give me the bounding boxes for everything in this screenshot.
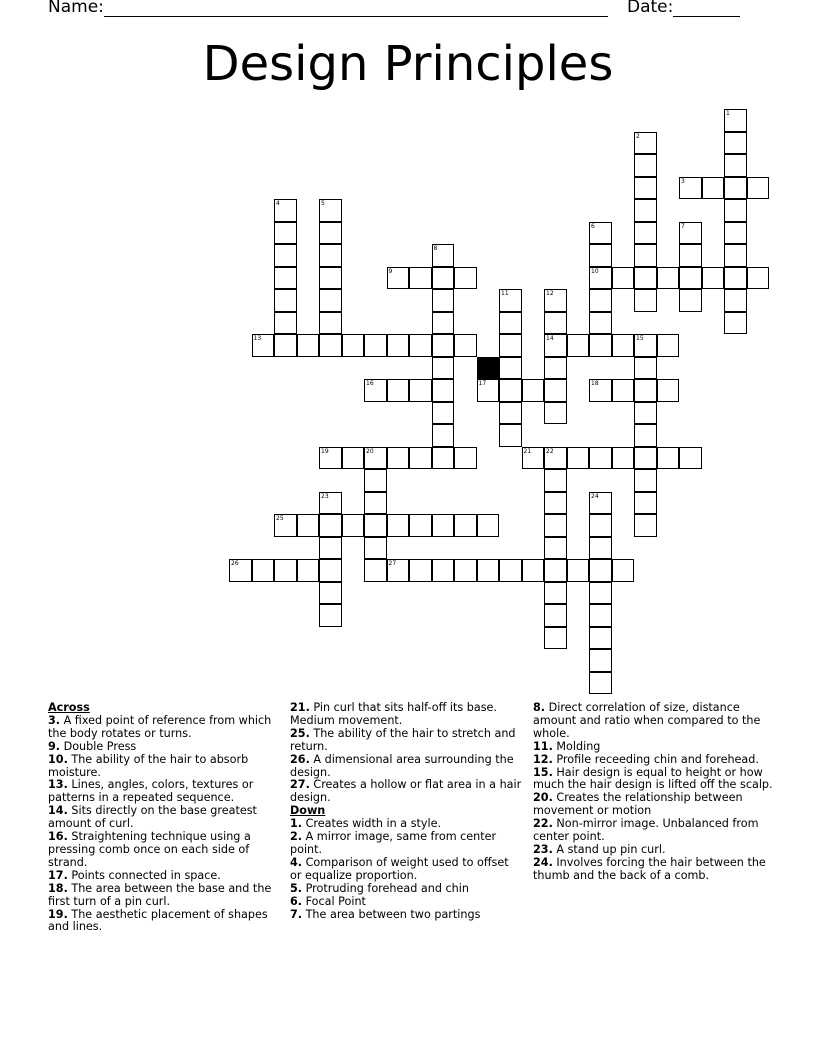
crossword-cell[interactable] xyxy=(679,244,702,267)
clue-number: 24 xyxy=(591,492,599,500)
clue-item-number: 6. xyxy=(290,894,303,908)
clue-number: 17 xyxy=(478,380,487,387)
crossword-cell[interactable] xyxy=(319,514,342,537)
clue-item-text: Direct correlation of size, distance amount and ratio when compared to the whole. xyxy=(533,701,761,740)
crossword-cell[interactable] xyxy=(297,334,320,357)
crossword-cell[interactable] xyxy=(319,447,342,470)
clue-item-text: Straightening technique using a pressing comb once on each side of strand. xyxy=(48,830,251,869)
crossword-cell[interactable] xyxy=(724,132,747,155)
clue-item-text: Points connected in space. xyxy=(67,868,221,882)
crossword-cell[interactable] xyxy=(499,424,522,447)
clue-number: 6 xyxy=(591,222,595,230)
crossword-cell[interactable] xyxy=(522,559,545,582)
clue-number: 10 xyxy=(591,267,599,275)
clue-number: 7 xyxy=(681,222,685,230)
clue-item-number: 23. xyxy=(533,842,553,856)
clue-item-text: Non-mirror image. Unbalanced from center point. xyxy=(533,817,759,844)
crossword-black-cell xyxy=(477,357,500,380)
crossword-cell[interactable] xyxy=(589,537,612,560)
crossword-cell[interactable] xyxy=(274,514,297,537)
clue-item-text: Lines, angles, colors, textures or patterns in a repeated sequence. xyxy=(48,778,254,805)
clue-number: 25 xyxy=(276,515,284,522)
crossword-cell[interactable] xyxy=(544,379,567,402)
clue-column-3 xyxy=(533,702,773,883)
clue-number: 15 xyxy=(636,335,644,342)
clue-item-number: 24. xyxy=(533,855,553,869)
crossword-cell[interactable] xyxy=(432,559,455,582)
crossword-cell[interactable] xyxy=(319,559,342,582)
clue-number: 4 xyxy=(276,200,280,207)
crossword-cell[interactable] xyxy=(342,447,365,470)
crossword-cell[interactable] xyxy=(589,559,612,582)
crossword-cell[interactable] xyxy=(297,559,320,582)
clue-item-number: 3. xyxy=(48,713,61,727)
crossword-cell[interactable] xyxy=(747,177,770,200)
crossword-cell[interactable] xyxy=(387,267,410,290)
crossword-cell[interactable] xyxy=(657,379,680,402)
clue-item-number: 4. xyxy=(290,855,303,869)
clue-number: 1 xyxy=(726,110,730,117)
crossword-cell[interactable] xyxy=(364,514,387,537)
crossword-cell[interactable] xyxy=(544,334,567,357)
clue-item xyxy=(290,909,522,922)
crossword-cell[interactable] xyxy=(454,267,477,290)
clue-number: 11 xyxy=(501,290,509,297)
crossword-cell[interactable] xyxy=(589,267,612,290)
clue-item-text: Creates a hollow or flat area in a hair design. xyxy=(290,778,522,805)
crossword-cell[interactable] xyxy=(409,267,432,290)
crossword-cell[interactable] xyxy=(612,559,635,582)
clue-item-text: Molding xyxy=(552,739,601,753)
crossword-cell[interactable] xyxy=(432,289,455,312)
crossword-cell[interactable] xyxy=(454,447,477,470)
crossword-cell[interactable] xyxy=(724,177,747,200)
crossword-cell[interactable] xyxy=(409,514,432,537)
clue-item-text: The aesthetic placement of shapes and lines. xyxy=(48,907,268,934)
crossword-cell[interactable] xyxy=(454,514,477,537)
clue-item-number: 8. xyxy=(533,701,546,714)
crossword-cell[interactable] xyxy=(589,492,612,515)
clue-item-number: 1. xyxy=(290,817,303,831)
page-title: Design Principles xyxy=(202,36,614,92)
clue-item xyxy=(48,909,278,935)
clue-item xyxy=(48,883,278,909)
crossword-cell[interactable] xyxy=(567,559,590,582)
crossword-cell[interactable] xyxy=(274,289,297,312)
clue-item-number: 19. xyxy=(48,907,68,921)
crossword-cell[interactable] xyxy=(634,132,657,155)
crossword-cell[interactable] xyxy=(544,357,567,380)
crossword-cell[interactable] xyxy=(432,357,455,380)
clue-item-number: 9. xyxy=(48,739,61,753)
crossword-cell[interactable] xyxy=(319,267,342,290)
crossword-cell[interactable] xyxy=(634,469,657,492)
crossword-cell[interactable] xyxy=(409,334,432,357)
crossword-cell[interactable] xyxy=(589,289,612,312)
crossword-cell[interactable] xyxy=(499,402,522,425)
crossword-cell[interactable] xyxy=(319,222,342,245)
crossword-cell[interactable] xyxy=(364,492,387,515)
crossword-cell[interactable] xyxy=(432,244,455,267)
crossword-cell[interactable] xyxy=(589,672,612,695)
crossword-cell[interactable] xyxy=(589,222,612,245)
down-heading: Down xyxy=(290,804,326,818)
clue-item-text: Sits directly on the base greatest amount of curl. xyxy=(48,804,257,831)
crossword-cell[interactable] xyxy=(364,559,387,582)
clue-item-number: 7. xyxy=(290,907,303,921)
crossword-cell[interactable] xyxy=(724,244,747,267)
clue-item-text: Profile receeding chin and forehead. xyxy=(552,752,759,766)
crossword-cell[interactable] xyxy=(589,649,612,672)
crossword-cell[interactable] xyxy=(657,334,680,357)
clue-number: 18 xyxy=(591,380,599,387)
clue-item xyxy=(290,754,522,780)
clue-item-number: 14. xyxy=(48,804,68,818)
clue-item-number: 21. xyxy=(290,701,310,714)
crossword-cell[interactable] xyxy=(477,514,500,537)
clue-item-text: Protruding forehead and chin xyxy=(302,881,469,895)
clue-item-number: 20. xyxy=(533,791,553,805)
clue-item-number: 17. xyxy=(48,868,68,882)
crossword-cell[interactable] xyxy=(679,447,702,470)
crossword-cell[interactable] xyxy=(634,177,657,200)
crossword-cell[interactable] xyxy=(319,604,342,627)
crossword-cell[interactable] xyxy=(432,334,455,357)
crossword-cell[interactable] xyxy=(319,312,342,335)
clue-item-text: A dimensional area surrounding the design. xyxy=(290,752,514,779)
crossword-cell[interactable] xyxy=(634,334,657,357)
crossword-cell[interactable] xyxy=(589,379,612,402)
crossword-cell[interactable] xyxy=(432,379,455,402)
crossword-cell[interactable] xyxy=(274,222,297,245)
crossword-cell[interactable] xyxy=(522,447,545,470)
crossword-cell[interactable] xyxy=(342,514,365,537)
clue-item-text: A stand up pin curl. xyxy=(552,842,666,856)
clue-item xyxy=(48,715,278,741)
crossword-cell[interactable] xyxy=(364,447,387,470)
crossword-cell[interactable] xyxy=(319,199,342,222)
crossword-cell[interactable] xyxy=(409,379,432,402)
crossword-cell[interactable] xyxy=(724,154,747,177)
crossword-cell[interactable] xyxy=(364,469,387,492)
crossword-cell[interactable] xyxy=(544,492,567,515)
crossword-cell[interactable] xyxy=(589,334,612,357)
clue-item-number: 25. xyxy=(290,726,310,740)
clue-item-text: Focal Point xyxy=(302,894,366,908)
crossword-cell[interactable] xyxy=(387,559,410,582)
crossword-cell[interactable] xyxy=(364,379,387,402)
crossword-cell[interactable] xyxy=(477,379,500,402)
clue-number: 16 xyxy=(366,380,374,387)
crossword-cell[interactable] xyxy=(252,559,275,582)
clue-item xyxy=(290,728,522,754)
crossword-cell[interactable] xyxy=(702,267,725,290)
clue-number: 23 xyxy=(321,492,329,500)
clue-item xyxy=(48,805,278,831)
crossword-cell[interactable] xyxy=(679,177,702,200)
crossword-cell[interactable] xyxy=(319,492,342,515)
crossword-cell[interactable] xyxy=(634,424,657,447)
crossword-cell[interactable] xyxy=(454,334,477,357)
crossword-cell[interactable] xyxy=(567,447,590,470)
crossword-cell[interactable] xyxy=(274,199,297,222)
clue-item xyxy=(533,792,773,818)
crossword-cell[interactable] xyxy=(522,379,545,402)
clue-item xyxy=(290,702,522,728)
crossword-cell[interactable] xyxy=(387,514,410,537)
crossword-cell[interactable] xyxy=(544,312,567,335)
clue-item-text: Creates the relationship between movement or motion xyxy=(533,791,743,818)
crossword-cell[interactable] xyxy=(409,559,432,582)
crossword-cell[interactable] xyxy=(274,312,297,335)
crossword-cell[interactable] xyxy=(319,289,342,312)
clue-number: 22 xyxy=(546,447,554,455)
crossword-cell[interactable] xyxy=(342,334,365,357)
crossword-cell[interactable] xyxy=(612,267,635,290)
crossword-cell[interactable] xyxy=(544,469,567,492)
clue-item-text: Hair design is equal to height or how much the hair design is lifted off the scalp. xyxy=(533,765,773,792)
crossword-cell[interactable] xyxy=(319,582,342,605)
crossword-cell[interactable] xyxy=(432,402,455,425)
clue-item-number: 18. xyxy=(48,881,68,895)
crossword-cell[interactable] xyxy=(544,402,567,425)
clue-item-text: Creates width in a style. xyxy=(302,817,442,831)
clue-item xyxy=(290,857,522,883)
clue-item xyxy=(533,767,773,793)
crossword-cell[interactable] xyxy=(252,334,275,357)
clue-item-text: Double Press xyxy=(60,739,137,753)
crossword-cell[interactable] xyxy=(702,177,725,200)
crossword-cell[interactable] xyxy=(544,447,567,470)
clue-number: 21 xyxy=(523,447,532,455)
clue-number: 3 xyxy=(681,177,685,185)
crossword-cell[interactable] xyxy=(612,379,635,402)
clue-item xyxy=(48,779,278,805)
clue-item-number: 2. xyxy=(290,830,303,844)
crossword-cell[interactable] xyxy=(274,334,297,357)
name-label: Name: xyxy=(48,0,104,17)
crossword-cell[interactable] xyxy=(544,514,567,537)
crossword-cell[interactable] xyxy=(634,402,657,425)
crossword-cell[interactable] xyxy=(634,154,657,177)
crossword-cell[interactable] xyxy=(432,312,455,335)
crossword-cell[interactable] xyxy=(364,537,387,560)
crossword-cell[interactable] xyxy=(432,514,455,537)
crossword-cell[interactable] xyxy=(634,289,657,312)
crossword-cell[interactable] xyxy=(499,312,522,335)
crossword-cell[interactable] xyxy=(724,289,747,312)
crossword-cell[interactable] xyxy=(589,582,612,605)
crossword-cell[interactable] xyxy=(634,514,657,537)
crossword-cell[interactable] xyxy=(589,514,612,537)
crossword-cell[interactable] xyxy=(724,199,747,222)
clue-item xyxy=(533,818,773,844)
clue-item-number: 10. xyxy=(48,752,68,766)
clue-item-text: A mirror image, same from center point. xyxy=(290,830,497,856)
clue-item xyxy=(48,754,278,780)
crossword-cell[interactable] xyxy=(477,559,500,582)
crossword-cell[interactable] xyxy=(544,582,567,605)
clue-number: 27 xyxy=(388,560,397,567)
clue-number: 12 xyxy=(546,290,554,297)
clue-column-1 xyxy=(48,702,278,934)
crossword-cell[interactable] xyxy=(544,559,567,582)
crossword-cell[interactable] xyxy=(387,379,410,402)
clue-item-number: 12. xyxy=(533,752,553,766)
clue-item-number: 13. xyxy=(48,778,68,792)
crossword-cell[interactable] xyxy=(724,267,747,290)
crossword-cell[interactable] xyxy=(432,447,455,470)
clue-item-text: Pin curl that sits half-off its base. Medium movement. xyxy=(290,701,497,727)
clue-number: 13 xyxy=(253,335,262,342)
crossword-cell[interactable] xyxy=(634,447,657,470)
crossword-cell[interactable] xyxy=(229,559,252,582)
clue-number: 19 xyxy=(321,447,329,455)
crossword-cell[interactable] xyxy=(409,447,432,470)
crossword-cell[interactable] xyxy=(387,447,410,470)
crossword-cell[interactable] xyxy=(544,289,567,312)
crossword-cell[interactable] xyxy=(589,447,612,470)
crossword-cell[interactable] xyxy=(634,492,657,515)
clue-item-text: The ability of the hair to absorb moisture. xyxy=(48,752,249,779)
clue-number: 8 xyxy=(433,245,438,252)
crossword-cell[interactable] xyxy=(274,244,297,267)
clue-item xyxy=(533,702,773,741)
crossword-cell[interactable] xyxy=(544,604,567,627)
crossword-cell[interactable] xyxy=(679,289,702,312)
crossword-cell[interactable] xyxy=(499,357,522,380)
crossword-cell[interactable] xyxy=(589,627,612,650)
crossword-cell[interactable] xyxy=(724,312,747,335)
crossword-cell[interactable] xyxy=(634,222,657,245)
crossword-cell[interactable] xyxy=(589,244,612,267)
clue-number: 14 xyxy=(546,335,554,342)
crossword-cell[interactable] xyxy=(499,334,522,357)
crossword-cell[interactable] xyxy=(387,334,410,357)
crossword-cell[interactable] xyxy=(499,289,522,312)
crossword-cell[interactable] xyxy=(319,537,342,560)
crossword-cell[interactable] xyxy=(454,559,477,582)
crossword-cell[interactable] xyxy=(432,424,455,447)
clue-item-text: Involves forcing the hair between the thumb and the back of a comb. xyxy=(533,855,766,882)
clue-item-text: A fixed point of reference from which the body rotates or turns. xyxy=(48,713,272,740)
crossword-cell[interactable] xyxy=(544,627,567,650)
crossword-cell[interactable] xyxy=(747,267,770,290)
clue-item xyxy=(48,831,278,870)
clue-item xyxy=(533,857,773,883)
crossword-cell[interactable] xyxy=(432,267,455,290)
crossword-cell[interactable] xyxy=(634,379,657,402)
clue-item-number: 5. xyxy=(290,881,303,895)
crossword-cell[interactable] xyxy=(319,244,342,267)
crossword-cell[interactable] xyxy=(679,222,702,245)
crossword-cell[interactable] xyxy=(724,109,747,132)
crossword-cell[interactable] xyxy=(634,199,657,222)
crossword-cell[interactable] xyxy=(634,267,657,290)
clue-item xyxy=(290,779,522,805)
crossword-cell[interactable] xyxy=(724,222,747,245)
crossword-cell[interactable] xyxy=(274,267,297,290)
clue-number: 26 xyxy=(231,560,239,567)
crossword-cell[interactable] xyxy=(274,559,297,582)
across-heading: Across xyxy=(48,701,90,714)
crossword-cell[interactable] xyxy=(657,447,680,470)
crossword-cell[interactable] xyxy=(612,447,635,470)
crossword-cell[interactable] xyxy=(589,312,612,335)
crossword-cell[interactable] xyxy=(364,334,387,357)
crossword-cell[interactable] xyxy=(634,244,657,267)
clue-number: 9 xyxy=(388,267,393,275)
crossword-cell[interactable] xyxy=(544,537,567,560)
date-label: Date: xyxy=(627,0,674,17)
crossword-cell[interactable] xyxy=(319,334,342,357)
crossword-cell[interactable] xyxy=(612,334,635,357)
crossword-cell[interactable] xyxy=(634,357,657,380)
crossword-cell[interactable] xyxy=(297,514,320,537)
clue-item-number: 15. xyxy=(533,765,553,779)
clue-item-number: 16. xyxy=(48,830,68,844)
clue-number: 20 xyxy=(366,447,374,455)
clue-item-number: 22. xyxy=(533,817,553,831)
clue-item-text: The area between the base and the first turn of a pin curl. xyxy=(48,881,272,908)
clue-item-text: The area between two partings xyxy=(302,907,481,921)
clue-item-number: 27. xyxy=(290,778,310,792)
crossword-cell[interactable] xyxy=(679,267,702,290)
clue-number: 5 xyxy=(321,200,325,207)
crossword-cell[interactable] xyxy=(657,267,680,290)
clue-item-number: 26. xyxy=(290,752,310,766)
clue-item xyxy=(290,831,522,857)
clue-column-2 xyxy=(290,702,522,921)
clue-item-number: 11. xyxy=(533,739,553,753)
clue-number: 2 xyxy=(636,132,640,140)
crossword-cell[interactable] xyxy=(567,334,590,357)
crossword-cell[interactable] xyxy=(499,379,522,402)
clue-item-text: Comparison of weight used to offset or equalize proportion. xyxy=(290,855,509,882)
crossword-cell[interactable] xyxy=(499,559,522,582)
crossword-cell[interactable] xyxy=(589,604,612,627)
clue-item-text: The ability of the hair to stretch and return. xyxy=(290,726,516,753)
